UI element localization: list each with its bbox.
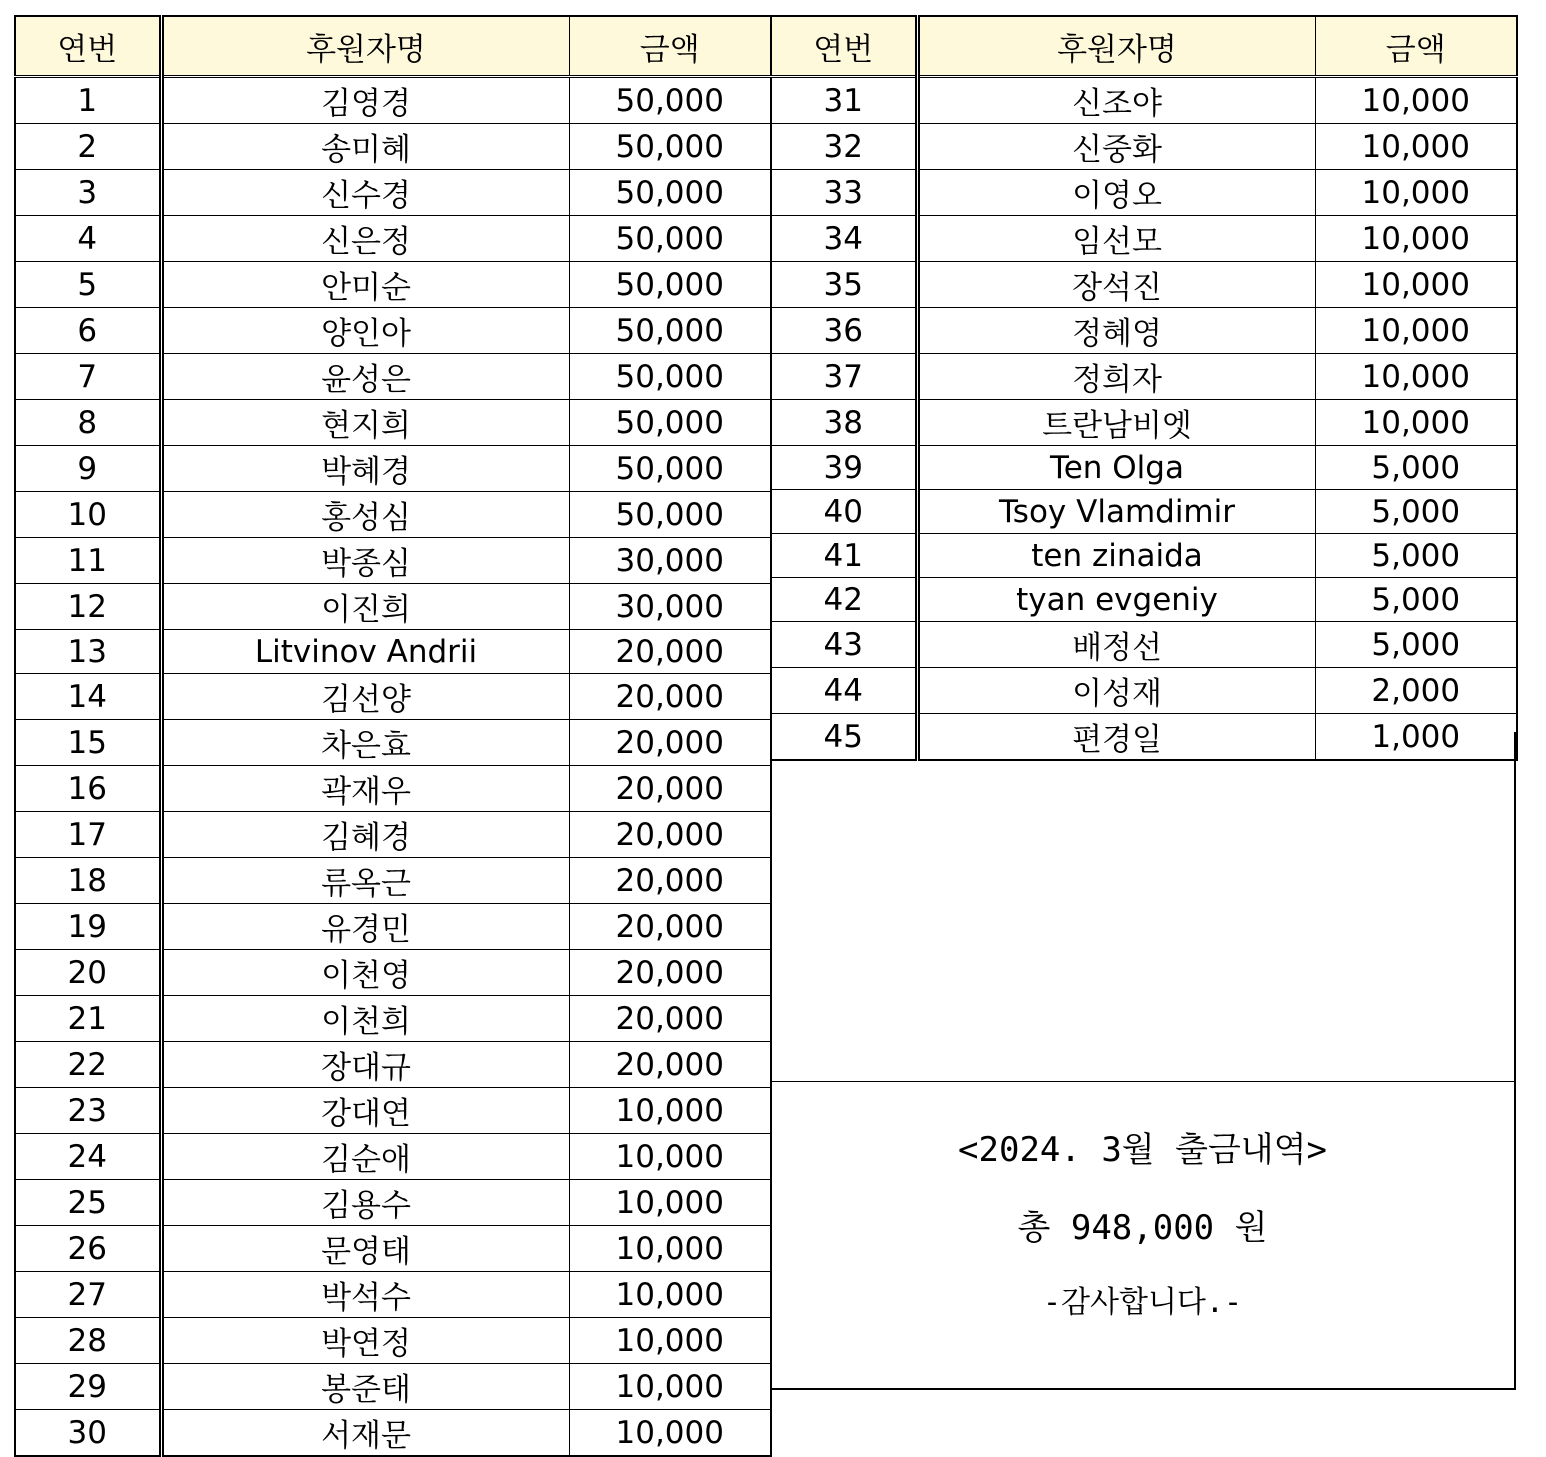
table-row [15,170,771,216]
donor-name: 정희자 [917,354,1315,400]
donation-amount: 50,000 [569,170,771,216]
donor-name: 편경일 [917,714,1315,761]
row-number: 2 [15,124,161,170]
table-row [771,124,1517,170]
donor-name: 차은효 [161,720,569,766]
donor-name: 김용수 [161,1180,569,1226]
table-row [15,1364,771,1410]
donation-amount: 50,000 [569,492,771,538]
header-amount: 금액 [1315,16,1517,77]
header-no: 연번 [15,16,161,77]
donation-amount: 20,000 [569,996,771,1042]
table-row [15,812,771,858]
row-number: 40 [771,490,917,534]
row-number: 16 [15,766,161,812]
row-number: 41 [771,534,917,578]
donor-name: 박종심 [161,538,569,584]
donation-amount: 10,000 [569,1180,771,1226]
row-number: 7 [15,354,161,400]
donation-amount: 50,000 [569,77,771,124]
donation-amount: 30,000 [569,538,771,584]
donation-amount: 5,000 [1315,446,1517,490]
table-row [15,1410,771,1457]
row-number: 35 [771,262,917,308]
donor-name: 신은정 [161,216,569,262]
donation-amount: 20,000 [569,1042,771,1088]
table-row [15,77,771,124]
table-row [771,170,1517,216]
row-number: 17 [15,812,161,858]
table-row [15,584,771,630]
table-row [15,1088,771,1134]
row-number: 15 [15,720,161,766]
donor-name: 신조야 [917,77,1315,124]
donation-amount: 10,000 [1315,354,1517,400]
row-number: 30 [15,1410,161,1457]
donation-amount: 10,000 [569,1318,771,1364]
row-number: 23 [15,1088,161,1134]
donation-amount: 5,000 [1315,490,1517,534]
row-number: 10 [15,492,161,538]
donation-amount: 30,000 [569,584,771,630]
donation-amount: 20,000 [569,766,771,812]
donor-name: 장석진 [917,262,1315,308]
row-number: 43 [771,622,917,668]
donation-amount: 20,000 [569,720,771,766]
row-number: 21 [15,996,161,1042]
donation-amount: 10,000 [569,1410,771,1457]
donor-name: 박연정 [161,1318,569,1364]
donor-name: 강대연 [161,1088,569,1134]
donor-name: 정혜영 [917,308,1315,354]
donor-name: ten zinaida [917,534,1315,578]
donor-name: tyan evgeniy [917,578,1315,622]
row-number: 1 [15,77,161,124]
row-number: 29 [15,1364,161,1410]
summary-thanks: -감사합니다.- [1042,1285,1243,1320]
table-row [15,904,771,950]
donation-amount: 5,000 [1315,534,1517,578]
donor-name: 박혜경 [161,446,569,492]
row-number: 31 [771,77,917,124]
table-row [15,308,771,354]
table-row [15,1226,771,1272]
donation-amount: 10,000 [569,1088,771,1134]
table-row [15,492,771,538]
donor-name: 류옥근 [161,858,569,904]
row-number: 44 [771,668,917,714]
row-number: 8 [15,400,161,446]
table-row [771,490,1517,534]
table-row [15,766,771,812]
row-number: 20 [15,950,161,996]
table-row [15,1318,771,1364]
table-row [771,446,1517,490]
donor-name: 신중화 [917,124,1315,170]
header-row [771,16,1517,77]
table-row [15,538,771,584]
table-row [15,1134,771,1180]
donor-name: 안미순 [161,262,569,308]
donor-name: Tsoy Vlamdimir [917,490,1315,534]
table-row [771,216,1517,262]
table-row [15,1042,771,1088]
table-row [15,858,771,904]
donor-name: Litvinov Andrii [161,630,569,674]
donor-name: 김영경 [161,77,569,124]
donor-name: 김혜경 [161,812,569,858]
donor-name: 문영태 [161,1226,569,1272]
donation-amount: 50,000 [569,124,771,170]
donation-amount: 20,000 [569,812,771,858]
table-row [771,262,1517,308]
donation-amount: 5,000 [1315,578,1517,622]
donor-name: 이천영 [161,950,569,996]
donor-name: 서재문 [161,1410,569,1457]
row-number: 34 [771,216,917,262]
table-row [15,400,771,446]
donor-name: 김선양 [161,674,569,720]
table-row [15,950,771,996]
row-number: 24 [15,1134,161,1180]
row-number: 6 [15,308,161,354]
donation-amount: 10,000 [1315,124,1517,170]
donation-amount: 10,000 [1315,77,1517,124]
table-row [771,578,1517,622]
row-number: 33 [771,170,917,216]
header-no: 연번 [771,16,917,77]
row-number: 12 [15,584,161,630]
donation-amount: 10,000 [1315,308,1517,354]
donation-amount: 10,000 [569,1226,771,1272]
row-number: 3 [15,170,161,216]
row-number: 32 [771,124,917,170]
donor-name: 신수경 [161,170,569,216]
donation-amount: 50,000 [569,262,771,308]
table-row [771,668,1517,714]
donation-amount: 10,000 [569,1272,771,1318]
donation-amount: 20,000 [569,904,771,950]
donation-amount: 1,000 [1315,714,1517,761]
row-number: 42 [771,578,917,622]
table-row [15,996,771,1042]
donor-name: 배정선 [917,622,1315,668]
donor-name: 현지희 [161,400,569,446]
donor-name: 유경민 [161,904,569,950]
row-number: 36 [771,308,917,354]
donation-amount: 20,000 [569,858,771,904]
empty-cell [770,732,1516,1082]
summary-box [770,1082,1516,1390]
summary-title: <2024. 3월 출금내역> [958,1130,1327,1170]
header-amount: 금액 [569,16,771,77]
donor-table-left [14,15,772,1457]
row-number: 4 [15,216,161,262]
row-number: 9 [15,446,161,492]
table-row [771,308,1517,354]
table-row [15,446,771,492]
summary-total: 총 948,000 원 [1017,1208,1268,1248]
table-row [15,674,771,720]
donor-name: 윤성은 [161,354,569,400]
donation-amount: 10,000 [1315,170,1517,216]
donation-amount: 50,000 [569,308,771,354]
row-number: 14 [15,674,161,720]
donation-amount: 10,000 [1315,216,1517,262]
table-row [15,262,771,308]
row-number: 28 [15,1318,161,1364]
donation-amount: 50,000 [569,354,771,400]
table-row [15,1272,771,1318]
row-number: 11 [15,538,161,584]
row-number: 38 [771,400,917,446]
table-row [15,630,771,674]
donor-name: 곽재우 [161,766,569,812]
table-row [15,354,771,400]
row-number: 37 [771,354,917,400]
header-row [15,16,771,77]
donation-amount: 20,000 [569,630,771,674]
row-number: 39 [771,446,917,490]
donor-name: 장대규 [161,1042,569,1088]
donation-amount: 10,000 [1315,400,1517,446]
table-row [15,124,771,170]
table-row [15,1180,771,1226]
row-number: 26 [15,1226,161,1272]
donor-table-right [770,15,1518,761]
donation-amount: 20,000 [569,950,771,996]
donation-amount: 50,000 [569,216,771,262]
row-number: 45 [771,714,917,761]
donor-name: 양인아 [161,308,569,354]
donor-name: 임선모 [917,216,1315,262]
table-row [771,400,1517,446]
row-number: 5 [15,262,161,308]
donation-amount: 50,000 [569,446,771,492]
table-row [15,216,771,262]
row-number: 18 [15,858,161,904]
donation-amount: 10,000 [569,1134,771,1180]
donor-name: 홍성심 [161,492,569,538]
donor-name: 이진희 [161,584,569,630]
table-row [771,622,1517,668]
donation-amount: 10,000 [569,1364,771,1410]
donor-name: 송미혜 [161,124,569,170]
donation-amount: 50,000 [569,400,771,446]
table-row [771,77,1517,124]
table-row [771,534,1517,578]
row-number: 27 [15,1272,161,1318]
donation-amount: 2,000 [1315,668,1517,714]
donation-amount: 20,000 [569,674,771,720]
donation-amount: 10,000 [1315,262,1517,308]
row-number: 19 [15,904,161,950]
donor-name: 이영오 [917,170,1315,216]
row-number: 22 [15,1042,161,1088]
row-number: 25 [15,1180,161,1226]
donor-name: 이천희 [161,996,569,1042]
donation-amount: 5,000 [1315,622,1517,668]
donor-name: 김순애 [161,1134,569,1180]
donor-name: 트란남비엣 [917,400,1315,446]
donor-name: 박석수 [161,1272,569,1318]
header-name: 후원자명 [161,16,569,77]
header-name: 후원자명 [917,16,1315,77]
table-row [771,354,1517,400]
table-row [15,720,771,766]
donor-name: 이성재 [917,668,1315,714]
donor-name: Ten Olga [917,446,1315,490]
row-number: 13 [15,630,161,674]
donor-name: 봉준태 [161,1364,569,1410]
